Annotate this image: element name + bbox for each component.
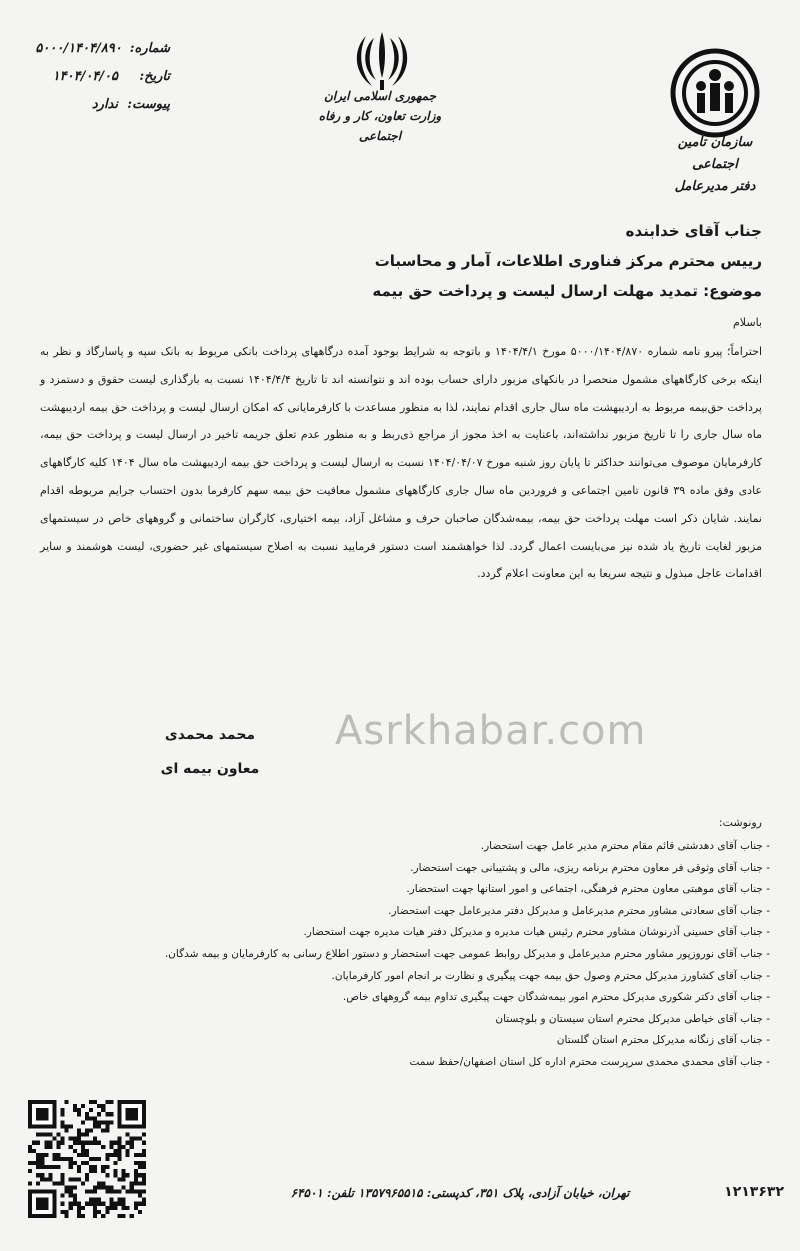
cc-item: - جناب آقای دکتر شکوری مدیرکل محترم امور بیمه‌شدگان جهت پیگیری تداوم بیمه گروههای خاص. xyxy=(25,987,770,1009)
letter-address xyxy=(32,216,762,306)
meta-value: ۱۴۰۴/۰۴/۰۵ xyxy=(52,68,118,84)
letter-body xyxy=(40,338,762,588)
meta-label: تاریخ: xyxy=(139,68,170,84)
subject: موضوع: تمدید مهلت ارسال لیست و پرداخت حق بیمه xyxy=(372,282,762,300)
greeting: باسلام xyxy=(732,316,762,329)
ministry-line: وزارت تعاون، کار و رفاه اجتماعی xyxy=(318,109,442,143)
footer-address: تهران، خیابان آزادی، پلاک ۳۵۱، کدپستی: ۱۳۵۷۹۶۵۵۱۵ تلفن: ۶۴۵۰۱ xyxy=(290,1186,630,1200)
cc-item: - جناب آقای موهبتی معاون محترم فرهنگی، اجتماعی و امور استانها جهت استحضار. xyxy=(25,879,770,901)
social-security-logo-icon xyxy=(670,48,760,138)
cc-item: - جناب آقای محمدی محمدی سرپرست محترم اداره کل استان اصفهان/حفظ سمت xyxy=(25,1052,770,1074)
signer-name: محمد محمدی xyxy=(164,727,256,743)
letter-meta xyxy=(35,34,170,118)
cc-item: - جناب آقای دهدشتی قائم مقام محترم مدیر عامل جهت استحضار. xyxy=(25,836,770,858)
recipient: جناب آقای خدابنده xyxy=(625,222,762,240)
body-paragraph: احتراماً؛ پیرو نامه شماره ۵۰۰۰/۱۴۰۴/۸۷۰ مورخ ۱۴۰۴/۴/۱ و باتوجه به شرایط بوجود آمده درگاههای پرداخت بانکی مربوط به بانک سپه و پاسارگاد و نظر به اینکه برخی کارگاههای مشمول منحصرا در بانکهای مزبور دارای حساب بوده اند و نتوانسته اند تا تاریخ ۱۴۰۴/۴/۴ نسبت به بارگذاری لیست حقوق و دستمزد و پرداخت حق‌بیمه مربوط به اردیبهشت ماه سال جاری اقدام نمایند، لذا به منظور مساعدت با کارفرمایانی که امکان ارسال لیست و پرداخت حق بیمه اردیبهشت ماه سال جاری را تا تاریخ مزبور نداشته‌اند، باعنایت به اخذ مجوز از مراجع ذی‌ربط و به منظور عدم تعلق جریمه تاخیر در ارسال لیست و پرداخت حق بیمه، کارفرمایان موصوف می‌توانند حداکثر تا پایان روز شنبه مورخ ۱۴۰۴/۰۴/۰۷ نسبت به ارسال لیست و پرداخت حق بیمه اردیبهشت ماه سال ۱۴۰۴ کلیه کارگاههای عادی وفق ماده ۳۹ قانون تامین اجتماعی و فروردین ماه سال جاری کارگاههای مشمول معافیت حق بیمه سهم کارفرما بدون احتساب جرایم مربوطه اقدام نمایند. شایان ذکر است مهلت پرداخت حق بیمه، بیمه‌شدگان صاحبان حرف و مشاغل آزاد، بیمه اختیاری، کارگران ساختمانی و گروههای خاص در سیستمهای مزبور لغایت تاریخ یاد شده نیز می‌بایست اعمال گردد. لذا خواهشمند است دستور فرمایید نسبت به اصلاح سیستمهای غیر حضوری، لیست هوشمند و سایر اقدامات عاجل مبذول و نتیجه سریعا به این معاونت اعلام گردد. xyxy=(40,345,763,581)
recipient-title: رییس محترم مرکز فناوری اطلاعات، آمار و محاسبات xyxy=(374,252,762,270)
watermark: Asrkhabar.com xyxy=(335,708,647,754)
org-line: سازمان تأمین اجتماعی xyxy=(677,135,753,172)
cc-item: - جناب آقای خیاطی مدیرکل محترم استان سیستان و بلوچستان xyxy=(25,1009,770,1031)
org-line: دفتر مدیرعامل xyxy=(674,179,756,194)
cc-title: رونوشت: xyxy=(718,816,762,829)
cc-item: - جناب آقای حسینی آذرنوشان مشاور محترم رئیس هیات مدیره و مدیرکل دفتر هیات مدیره جهت استحضار. xyxy=(25,922,770,944)
document-number: ۱۲۱۳۶۳۲ xyxy=(724,1184,784,1200)
cc-item: - جناب آقای سعادتی مشاور محترم مدیرعامل و مدیرکل دفتر مدیرعامل جهت استحضار. xyxy=(25,901,770,923)
cc-item: - جناب آقای زنگانه مدیرکل محترم استان گلستان xyxy=(25,1030,770,1052)
meta-value: ندارد xyxy=(91,96,118,112)
meta-value: ۵۰۰۰/۱۴۰۴/۸۹۰ xyxy=(35,40,122,56)
meta-attachment xyxy=(40,90,170,118)
cc-item: - جناب آقای نوروزپور مشاور محترم مدیرعامل و مدیرکل روابط عمومی جهت استحضار و دستور اطلاع رسانی به کارفرمایان و بیمه شدگان. xyxy=(25,944,770,966)
meta-number xyxy=(35,34,170,62)
meta-label: پیوست: xyxy=(127,96,170,112)
qr-code-icon xyxy=(28,1100,146,1218)
signature-block xyxy=(150,718,270,786)
meta-label: شماره: xyxy=(129,40,170,56)
iran-emblem-icon xyxy=(348,28,416,92)
meta-date xyxy=(40,62,170,90)
cc-item: - جناب آقای وثوقی فر معاون محترم برنامه ریزی، مالی و پشتیبانی جهت استحضار. xyxy=(25,858,770,880)
signer-title: معاون بیمه ای xyxy=(160,761,260,777)
cc-item: - جناب آقای کشاورز مدیرکل محترم وصول حق بیمه جهت پیگیری و نظارت بر انجام امور کارفرمایان. xyxy=(25,966,770,988)
ministry-line: جمهوری اسلامی ایران xyxy=(323,89,437,103)
cc-list xyxy=(25,836,770,1074)
ministry-name xyxy=(300,86,460,146)
org-name xyxy=(660,132,770,198)
